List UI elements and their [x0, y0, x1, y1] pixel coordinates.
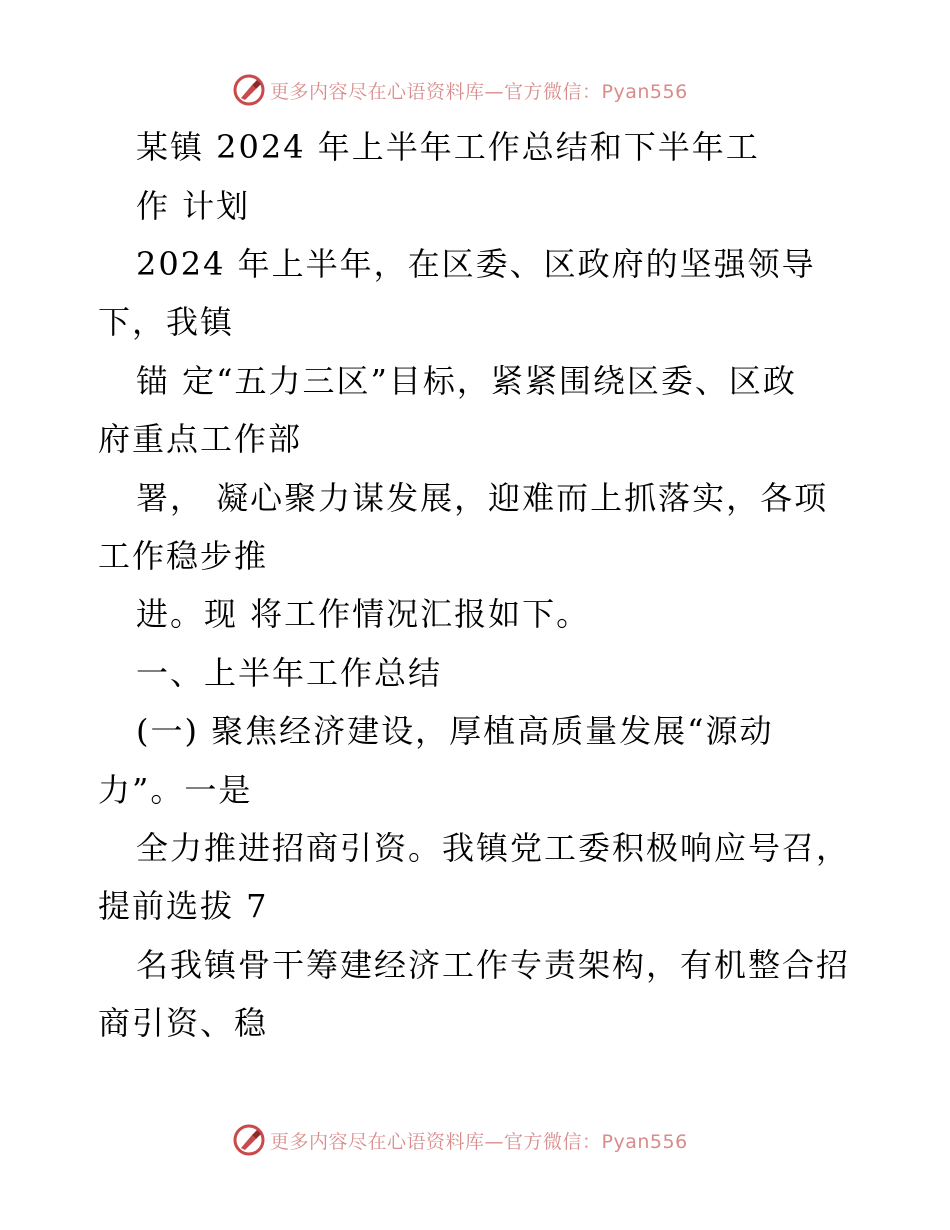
title-line-2: 作 计划: [136, 187, 251, 225]
paragraph-line: 2024 年上半年，在区委、区政府的坚强领导: [136, 245, 816, 283]
paragraph-line: 商引资、稳: [98, 1004, 269, 1042]
watermark-text: 更多内容尽在心语资料库—官方微信：Pyan556: [270, 80, 688, 103]
paragraph-line: 工作稳步推: [98, 537, 269, 575]
title-line-1: 某镇 2024 年上半年工作总结和下半年工: [136, 128, 760, 166]
section-heading: 一、上半年工作总结: [136, 654, 443, 692]
pen-nib-icon: [232, 1123, 266, 1157]
header-watermark: [232, 72, 688, 108]
footer-watermark: [232, 1122, 688, 1158]
subsection-heading: (一) 聚焦经济建设，厚植高质量发展“源动: [136, 712, 774, 750]
paragraph-line: 下，我镇: [98, 303, 235, 341]
paragraph-line: 锚 定“五力三区”目标，紧紧围绕区委、区政: [136, 362, 797, 400]
paragraph-line: 进。现 将工作情况汇报如下。: [136, 595, 591, 633]
paragraph-line: 府重点工作部: [98, 420, 303, 458]
paragraph-line: 提前选拔 7: [98, 887, 269, 925]
watermark-text: 更多内容尽在心语资料库—官方微信：Pyan556: [270, 1130, 688, 1153]
paragraph-line: 全力推进招商引资。我镇党工委积极响应号召，: [136, 829, 851, 867]
pen-nib-icon: [232, 73, 266, 107]
paragraph-line: 署， 凝心聚力谋发展，迎难而上抓落实，各项: [136, 479, 829, 517]
paragraph-line: 名我镇骨干筹建经济工作专责架构，有机整合招: [136, 946, 851, 984]
paragraph-line: 力”。一是: [98, 771, 253, 809]
